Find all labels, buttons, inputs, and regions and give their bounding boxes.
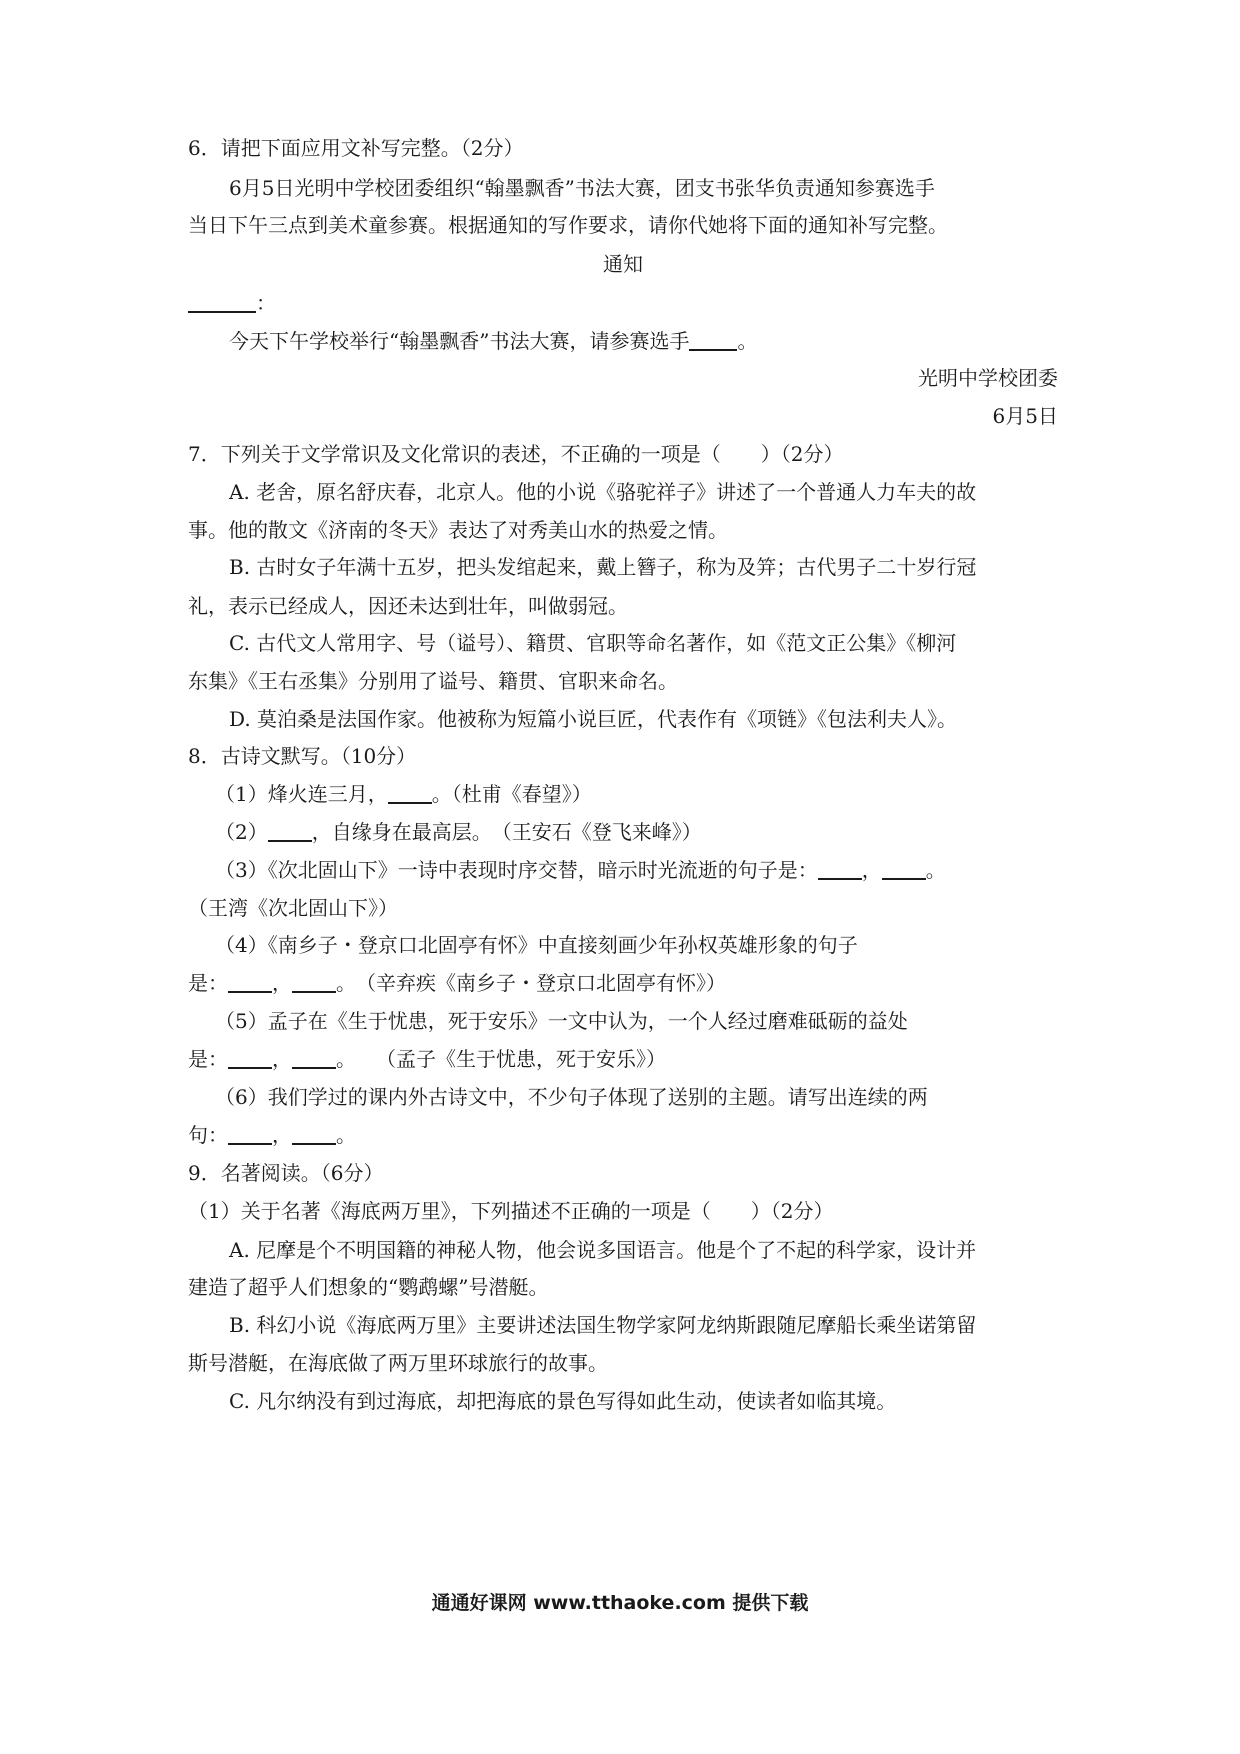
q8-item-6-blank-2[interactable] [292,1123,336,1145]
q9-option-c: C. 凡尔纳没有到过海底，却把海底的景色写得如此生动，使读者如临其境。 [229,1389,897,1413]
q8-item-4-blank-2[interactable] [292,971,336,993]
q8-item-6-end: 。 [336,1123,356,1147]
q8-item-5-blank-1[interactable] [228,1047,272,1069]
q8-item-3-end: 。 [925,858,946,882]
q8-item-5-comma: ， [272,1047,292,1071]
q8-item-1-blank[interactable] [388,782,432,804]
q8-item-3-blank-1[interactable] [818,858,862,880]
q9-option-b-line-1: B. 科幻小说《海底两万里》主要讲述法国生物学家阿龙纳斯跟随尼摩船长乘坐诺第留 [229,1313,977,1337]
notice-body [229,327,1059,355]
q8-item-4-blank-1[interactable] [228,971,272,993]
q8-item-3-comma: ， [861,858,882,882]
notice-salutation [188,289,1058,317]
salutation-colon: ： [256,291,276,315]
q8-item-2 [215,818,1060,846]
q8-item-5-blank-2[interactable] [292,1047,336,1069]
q8-item-2-blank[interactable] [268,820,312,842]
q8-item-6-comma: ， [272,1123,292,1147]
q8-item-5-line-1: （5）孟子在《生于忧患，死于安乐》一文中认为，一个人经过磨难砥砺的益处 [215,1009,908,1033]
q8-item-5-prefix: 是： [188,1047,228,1071]
q9-option-b-line-2: 斯号潜艇，在海底做了两万里环球旅行的故事。 [188,1351,608,1375]
q8-item-1 [215,780,1060,808]
notice-title: 通知 [603,252,643,276]
page-footer: 通通好课网 www.tthaoke.com 提供下载 [431,1592,809,1614]
q6-paragraph-line-1: 6月5日光明中学校团委组织“翰墨飘香”书法大赛，团支书张华负责通知参赛选手 [229,176,935,200]
salutation-blank[interactable] [188,291,256,313]
q8-item-3-source: （王湾《次北固山下》） [188,896,398,920]
q7-option-b-line-2: 礼，表示已经成人，因还未达到壮年，叫做弱冠。 [188,594,628,618]
q8-item-1-text: （1）烽火连三月， [215,782,388,806]
q8-item-6-prefix: 句： [188,1123,228,1147]
q9-option-a-line-2: 建造了超乎人们想象的“鹦鹉螺”号潜艇。 [188,1275,549,1299]
q8-item-6-line-2 [188,1121,1058,1149]
q8-item-3-blank-2[interactable] [882,858,926,880]
q7-option-a-line-2: 事。他的散文《济南的冬天》表达了对秀美山水的热爱之情。 [188,518,728,542]
notice-signature: 光明中学校团委 [918,366,1058,390]
q8-item-1-source: 。（杜甫《春望》） [431,782,592,806]
q8-item-3 [215,856,1060,884]
q8-item-4-prefix: 是： [188,971,228,995]
q8-item-4-comma: ， [272,971,292,995]
q8-item-5-source: 。 （孟子《生于忧患，死于安乐》） [336,1047,666,1071]
q7-title: 7．下列关于文学常识及文化常识的表述，不正确的一项是（ ）（2分） [188,442,844,466]
q6-paragraph-line-2: 当日下午三点到美术童参赛。根据通知的写作要求，请你代她将下面的通知补写完整。 [188,213,948,237]
q8-item-5-line-2 [188,1045,1058,1073]
q7-option-c-line-1: C. 古代文人常用字、号（谥号）、籍贯、官职等命名著作，如《范文正公集》《柳河 [229,631,957,655]
q7-option-c-line-2: 东集》《王右丞集》分别用了谥号、籍贯、官职来命名。 [188,669,678,693]
q8-item-2-prefix: （2） [215,820,268,844]
q8-item-6-line-1: （6）我们学过的课内外古诗文中，不少句子体现了送别的主题。请写出连续的两 [215,1085,928,1109]
q8-item-4-line-2 [188,969,1058,997]
q9-title: 9．名著阅读。（6分） [188,1161,384,1185]
q7-option-d: D. 莫泊桑是法国作家。他被称为短篇小说巨匠，代表作有《项链》《包法利夫人》。 [229,707,958,731]
notice-body-text: 今天下午学校举行“翰墨飘香”书法大赛，请参赛选手 [229,329,690,353]
q8-item-4-source: 。 （辛弃疾《南乡子・登京口北固亭有怀》） [336,971,726,995]
notice-body-blank[interactable] [689,329,737,351]
notice-body-end: 。 [737,329,758,353]
q9-option-a-line-1: A. 尼摩是个不明国籍的神秘人物，他会说多国语言。他是个了不起的科学家，设计并 [229,1238,977,1262]
q8-item-6-blank-1[interactable] [228,1123,272,1145]
q8-item-3-text: （3）《次北固山下》一诗中表现时序交替，暗示时光流逝的句子是： [215,858,818,882]
q8-item-2-text: ，自缘身在最高层。 （王安石《登飞来峰》） [311,820,702,844]
q7-option-b-line-1: B. 古时女子年满十五岁，把头发绾起来，戴上簪子，称为及笄；古代男子二十岁行冠 [229,555,977,579]
q7-option-a-line-1: A. 老舍，原名舒庆春，北京人。他的小说《骆驼祥子》讲述了一个普通人力车夫的故 [229,480,977,504]
notice-date: 6月5日 [992,404,1058,428]
q9-sub-question-1: （1）关于名著《海底两万里》，下列描述不正确的一项是（ ）（2分） [188,1199,834,1223]
q8-item-4-line-1: （4）《南乡子・登京口北固亭有怀》中直接刻画少年孙权英雄形象的句子 [215,933,858,957]
q8-title: 8．古诗文默写。（10分） [188,744,417,768]
q6-title: 6．请把下面应用文补写完整。（2分） [188,136,524,160]
